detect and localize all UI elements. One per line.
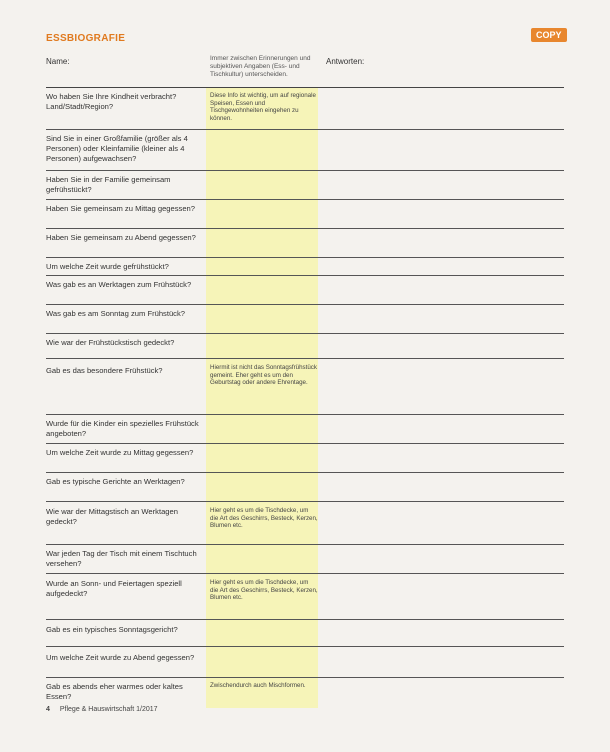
hint-19: Zwischendurch auch Mischformen. [210, 682, 306, 689]
row-divider [46, 333, 564, 334]
question-2: Sind Sie in einer Großfamilie (größer als 4 Personen) oder Kleinfamilie (kleiner als 4 Personen) aufgewachsen? [46, 134, 188, 163]
question-19: Gab es abends eher warmes oder kaltes Essen? [46, 682, 183, 701]
question-10: Gab es das besondere Frühstück? [46, 366, 163, 375]
question-11: Wurde für die Kinder ein spezielles Frühstück angeboten? [46, 419, 199, 438]
row-divider [46, 275, 564, 276]
row-divider [46, 646, 564, 647]
hint-14: Hier geht es um die Tischdecke, um die Art des Geschirrs, Besteck, Kerzen, Blumen etc. [210, 507, 318, 529]
row-divider [46, 573, 564, 574]
question-8: Was gab es am Sonntag zum Frühstück? [46, 309, 186, 318]
copy-badge: COPY [531, 28, 567, 42]
question-4: Haben Sie gemeinsam zu Mittag gegessen? [46, 204, 196, 213]
hint-1: Diese Info ist wichtig, um auf regionale Speisen, Essen und Tischgewohnheiten eingehen zu können. [210, 92, 316, 122]
column-header-name: Name: [46, 57, 70, 66]
question-13: Gab es typische Gerichte an Werktagen? [46, 477, 185, 486]
question-16: Wurde an Sonn- und Feiertagen speziell aufgedeckt? [46, 579, 182, 598]
table-top-rule [46, 87, 564, 88]
question-6: Um welche Zeit wurde gefrühstückt? [46, 262, 169, 271]
page-number: 4 [46, 706, 50, 713]
row-divider [46, 544, 564, 545]
row-divider [46, 472, 564, 473]
row-divider [46, 414, 564, 415]
question-14: Wie war der Mittagstisch an Werktagen gedeckt? [46, 507, 178, 526]
row-divider [46, 358, 564, 359]
row-divider [46, 129, 564, 130]
page-footer [46, 706, 158, 713]
question-15: War jeden Tag der Tisch mit einem Tischtuch versehen? [46, 549, 197, 568]
row-divider [46, 199, 564, 200]
question-3: Haben Sie in der Familie gemeinsam gefrühstückt? [46, 175, 171, 194]
row-divider [46, 257, 564, 258]
hint-16: Hier geht es um die Tischdecke, um die Art des Geschirrs, Besteck, Kerzen, Blumen etc. [210, 579, 318, 601]
question-18: Um welche Zeit wurde zu Abend gegessen? [46, 653, 195, 662]
question-12: Um welche Zeit wurde zu Mittag gegessen? [46, 448, 194, 457]
question-17: Gab es ein typisches Sonntagsgericht? [46, 625, 178, 634]
row-divider [46, 501, 564, 502]
row-divider [46, 677, 564, 678]
row-divider [46, 304, 564, 305]
column-header-answers: Antworten: [326, 57, 365, 66]
hint-10: Hiermit ist nicht das Sonntagsfrühstück gemeint. Eher geht es um den Geburtstag oder andere Ehrentage. [210, 364, 317, 386]
page-title: ESSBIOGRAFIE [46, 33, 126, 44]
hint-column-highlight [206, 88, 318, 708]
table-header [46, 53, 564, 85]
row-divider [46, 228, 564, 229]
question-5: Haben Sie gemeinsam zu Abend gegessen? [46, 233, 196, 242]
question-7: Was gab es an Werktagen zum Frühstück? [46, 280, 192, 289]
row-divider [46, 170, 564, 171]
row-divider [46, 443, 564, 444]
question-1: Wo haben Sie Ihre Kindheit verbracht? Land/Stadt/Region? [46, 92, 177, 111]
footer-text: Pflege & Hauswirtschaft 1/2017 [59, 706, 158, 713]
question-9: Wie war der Frühstückstisch gedeckt? [46, 338, 175, 347]
row-divider [46, 619, 564, 620]
column-header-hint: Immer zwischen Erinnerungen und subjektiven Angaben (Ess- und Tischkultur) unterscheiden. [210, 55, 311, 78]
